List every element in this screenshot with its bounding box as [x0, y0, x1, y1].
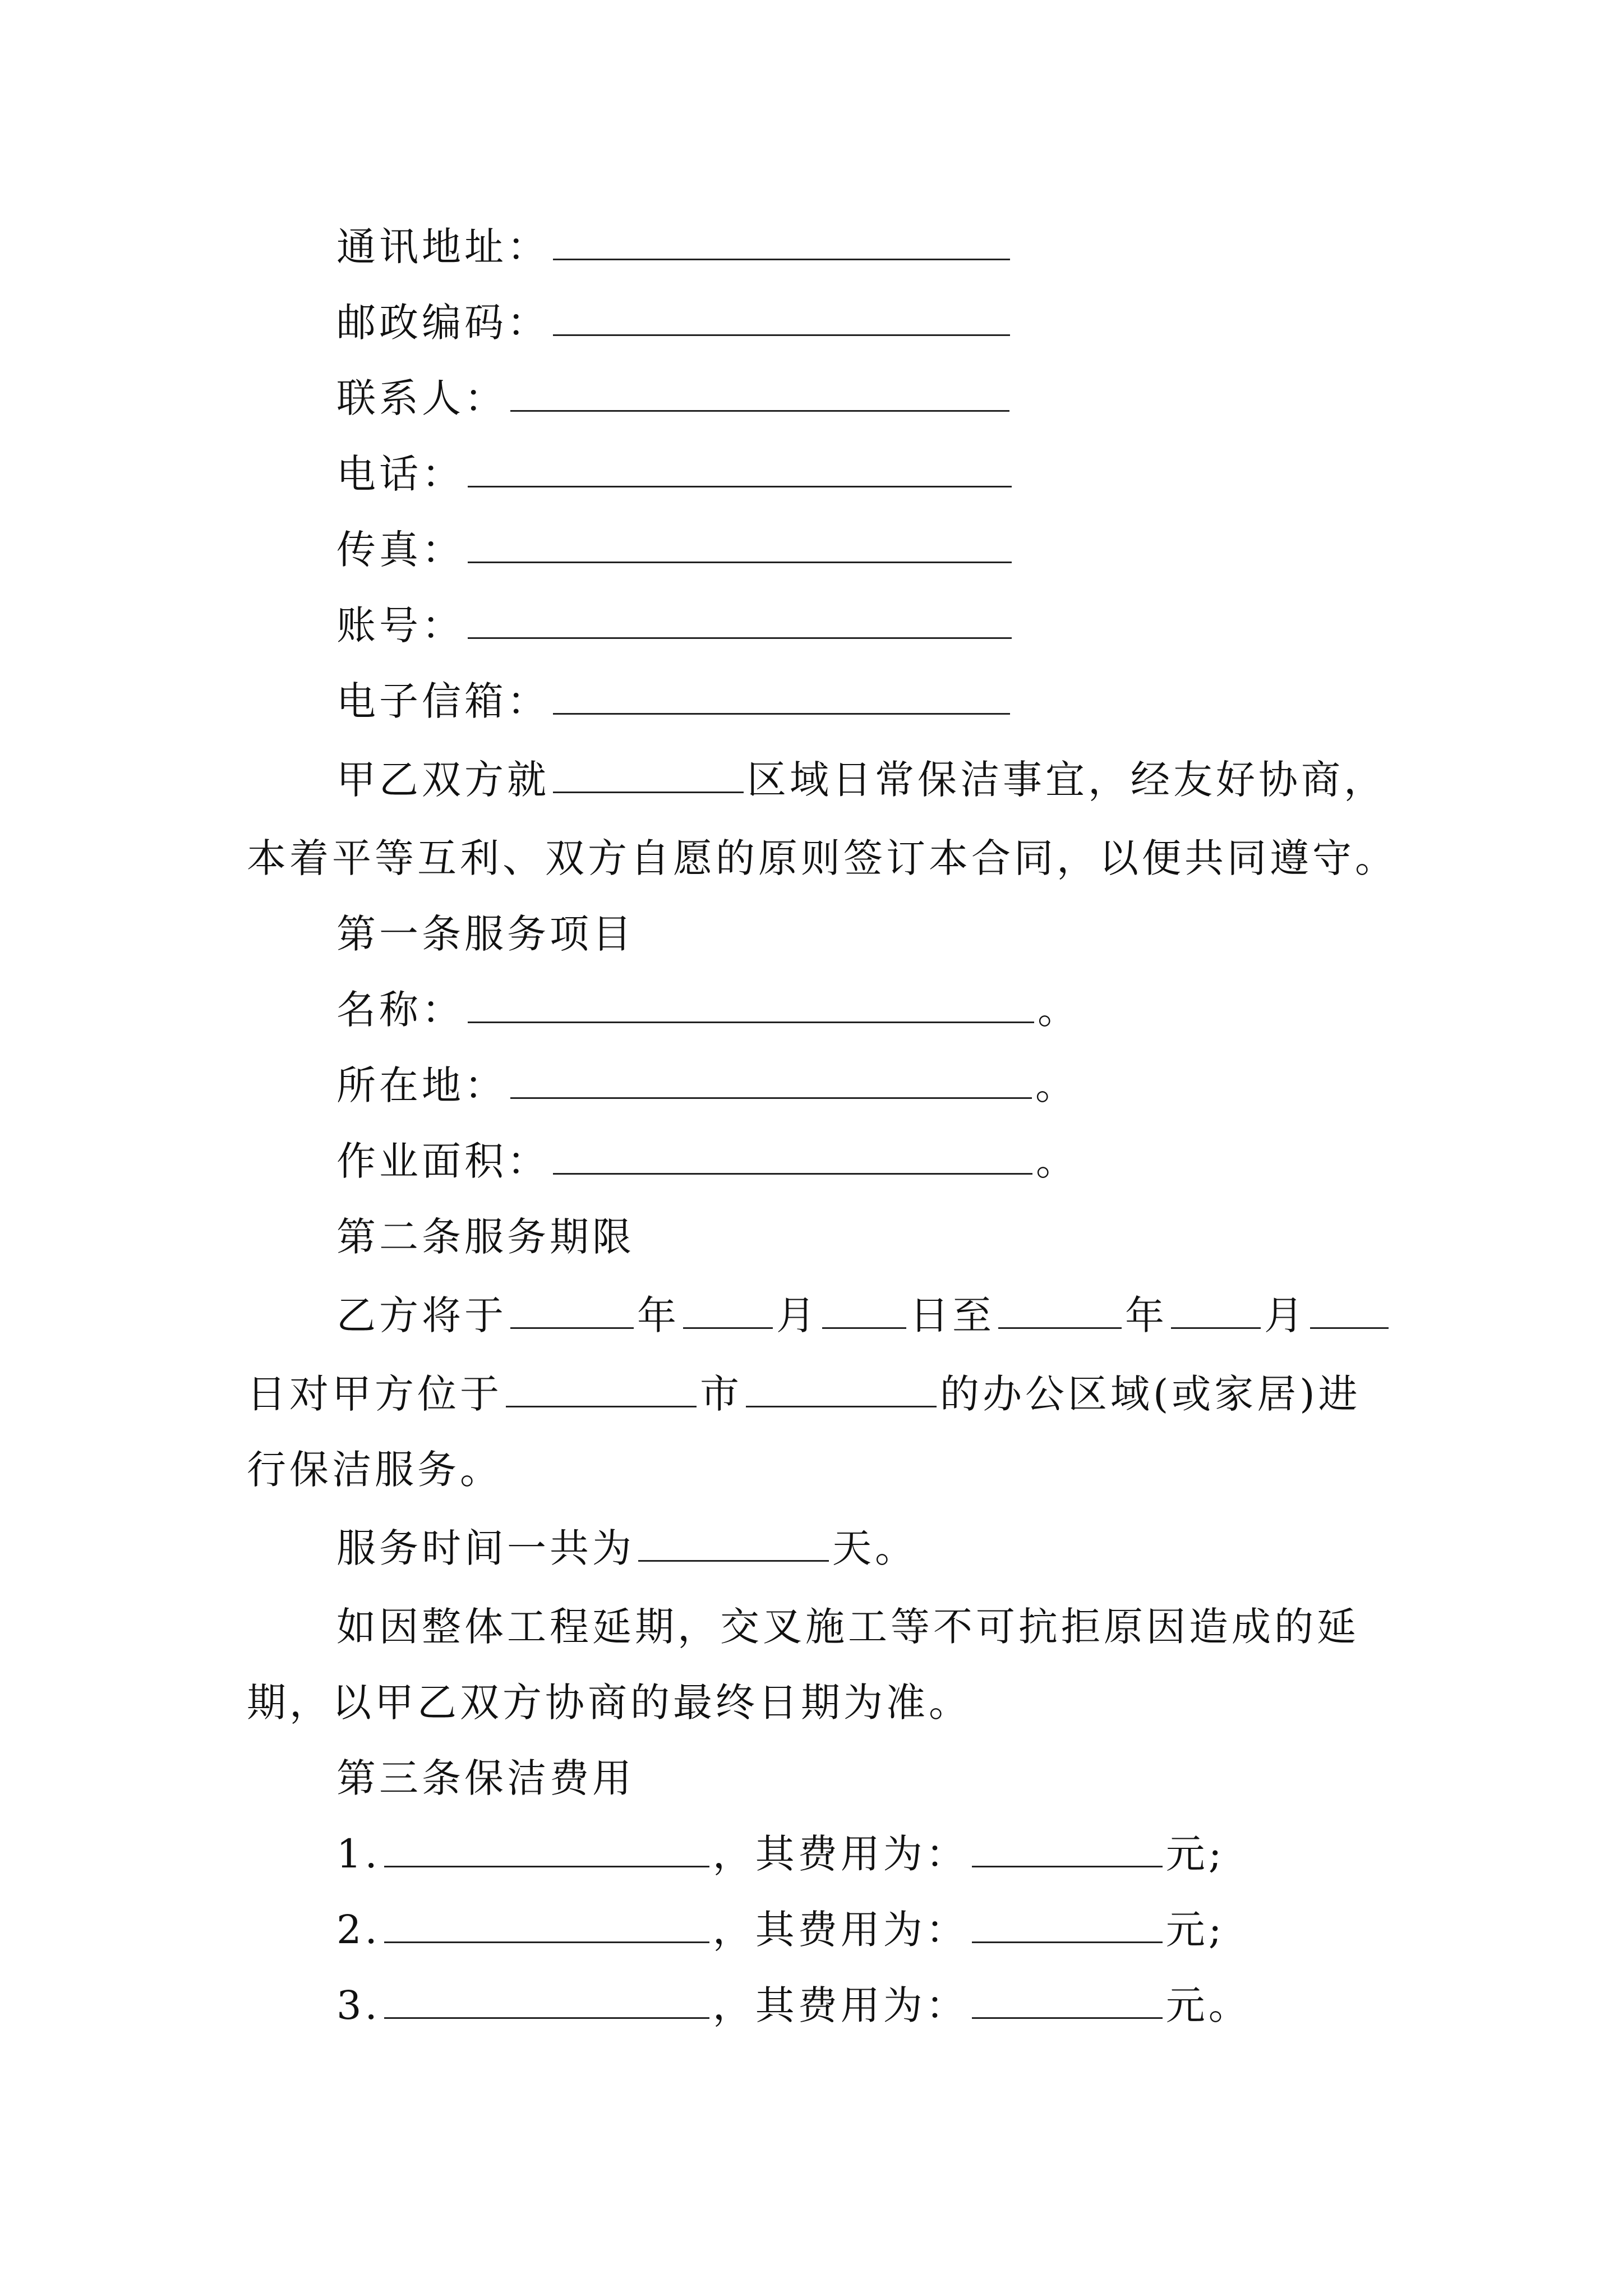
start-month-label: 月 — [776, 1292, 819, 1338]
contact-person-label: 联系人： — [336, 375, 507, 421]
start-year-label: 年 — [637, 1292, 680, 1338]
address-line — [336, 219, 1013, 275]
fee-item-blank — [384, 1831, 709, 1867]
service-area-end: 。 — [1036, 1138, 1078, 1184]
service-name-label: 名称： — [336, 987, 464, 1033]
account-blank — [468, 602, 1012, 639]
office-text: 的办公区域(或家居)进 — [940, 1371, 1361, 1417]
city-label: 市 — [700, 1371, 743, 1417]
fee-item-blank — [384, 1907, 709, 1943]
duration-text: 服务时间一共为 — [336, 1525, 635, 1571]
service-area-blank — [553, 1138, 1032, 1175]
article-2-heading — [336, 1209, 635, 1265]
intro-line-2 — [247, 830, 1398, 886]
article-3-title: 第三条保洁费用 — [336, 1755, 635, 1801]
end-month-label: 月 — [1264, 1292, 1307, 1338]
fax-line — [336, 522, 1015, 578]
fee-amount-blank — [972, 1907, 1163, 1943]
fax-blank — [468, 527, 1012, 563]
fee-item-3 — [336, 1977, 1251, 2033]
fax-label: 传真： — [336, 527, 464, 573]
intro-line-1 — [336, 752, 1386, 808]
start-month-blank — [683, 1292, 773, 1329]
account-line — [336, 597, 1015, 654]
service-area-line — [336, 1133, 1078, 1189]
end-day-blank — [1310, 1292, 1389, 1329]
city-blank — [506, 1371, 697, 1407]
period-line-3 — [247, 1442, 502, 1498]
period-line-2 — [247, 1366, 1361, 1422]
intro-text-c: 本着平等互利、双方自愿的原则签订本合同，以便共同遵守。 — [247, 835, 1398, 881]
end-month-blank — [1171, 1292, 1261, 1329]
service-location-blank — [510, 1062, 1032, 1099]
duration-blank — [638, 1525, 829, 1562]
duration-unit: 天。 — [832, 1525, 917, 1571]
delay-line-2 — [247, 1674, 971, 1731]
article-3-heading — [336, 1750, 635, 1806]
account-label: 账号： — [336, 602, 464, 648]
address-label: 通讯地址： — [336, 224, 550, 270]
fee-currency: 元; — [1165, 1907, 1225, 1953]
article-1-title: 第一条服务项目 — [336, 911, 635, 957]
fee-item-label: ，其费用为： — [712, 1831, 969, 1877]
phone-blank — [468, 451, 1012, 487]
fee-currency: 元。 — [1165, 1982, 1251, 2028]
cleaning-service-text: 行保洁服务。 — [247, 1447, 502, 1493]
postal-code-line — [336, 295, 1013, 351]
fee-item-2 — [336, 1902, 1225, 1958]
fee-currency: 元; — [1165, 1831, 1225, 1877]
fee-item-number: 3. — [336, 1982, 381, 2028]
start-day-label: 日至 — [910, 1292, 995, 1338]
fee-item-label: ，其费用为： — [712, 1907, 969, 1953]
delay-line-1 — [336, 1599, 1359, 1655]
article-1-heading — [336, 906, 635, 962]
phone-line — [336, 446, 1015, 502]
service-location-line — [336, 1057, 1078, 1114]
service-location-end: 。 — [1035, 1062, 1078, 1108]
intro-text-b: 区域日常保洁事宜，经友好协商， — [747, 757, 1386, 803]
period-line-1 — [336, 1287, 1392, 1343]
contact-person-line — [336, 370, 1013, 426]
delay-text-2: 期，以甲乙双方协商的最终日期为准。 — [247, 1680, 971, 1726]
email-line — [336, 673, 1013, 729]
service-name-end: 。 — [1038, 987, 1080, 1033]
fee-amount-blank — [972, 1982, 1163, 2019]
start-year-blank — [510, 1292, 634, 1329]
service-name-blank — [468, 987, 1034, 1023]
period-location-text: 日对甲方位于 — [247, 1371, 502, 1417]
delay-text-1: 如因整体工程延期，交叉施工等不可抗拒原因造成的延 — [336, 1604, 1359, 1650]
service-location-label: 所在地： — [336, 1062, 507, 1108]
fee-item-1 — [336, 1826, 1225, 1882]
article-2-title: 第二条服务期限 — [336, 1214, 635, 1260]
service-name-line — [336, 982, 1080, 1038]
service-area-label: 作业面积： — [336, 1138, 550, 1184]
office-blank — [746, 1371, 937, 1407]
period-text-start: 乙方将于 — [336, 1292, 507, 1338]
fee-item-number: 1. — [336, 1831, 381, 1877]
email-blank — [553, 678, 1010, 715]
intro-text-a: 甲乙双方就 — [336, 757, 550, 803]
fee-item-label: ，其费用为： — [712, 1982, 969, 2028]
email-label: 电子信箱： — [336, 678, 550, 724]
end-year-blank — [998, 1292, 1122, 1329]
start-day-blank — [822, 1292, 906, 1329]
fee-amount-blank — [972, 1831, 1163, 1867]
postal-code-label: 邮政编码： — [336, 300, 550, 346]
end-year-label: 年 — [1125, 1292, 1168, 1338]
region-blank — [553, 757, 744, 793]
fee-item-blank — [384, 1982, 709, 2019]
contact-person-blank — [510, 375, 1009, 412]
duration-line — [336, 1520, 917, 1576]
postal-code-blank — [553, 300, 1010, 336]
phone-label: 电话： — [336, 451, 464, 497]
address-blank — [553, 224, 1010, 260]
fee-item-number: 2. — [336, 1907, 381, 1953]
